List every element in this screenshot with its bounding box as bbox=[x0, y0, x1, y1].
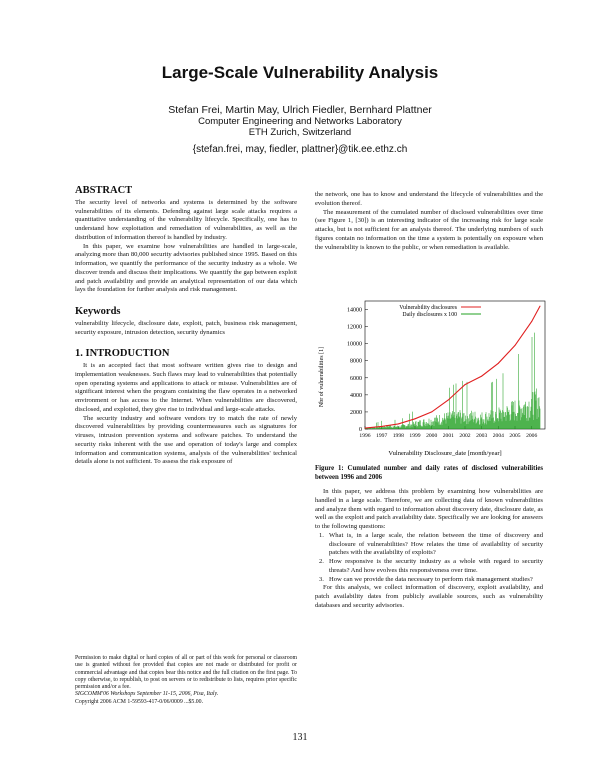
x-tick-label: 1997 bbox=[376, 433, 388, 439]
question-item bbox=[315, 558, 543, 576]
left-column bbox=[75, 187, 297, 467]
legend-label: Daily disclosures x 100 bbox=[402, 312, 457, 318]
abstract-paragraph-1: The security level of networks and systems is determined by the software vulnerabilities of its elements. Defending against large scale attacks requires a quantitative understanding of the vulnerability lifecycle. Specifically, one has to understand how exploitation and remediation of vulnerabilities, as well as the distribution of information thereof is handled by industry. bbox=[75, 198, 297, 241]
keywords-heading: Keywords bbox=[75, 306, 121, 317]
chart-y-axis-label: Nbr of vulnerabilities [1] bbox=[319, 346, 325, 408]
y-tick-label: 4000 bbox=[350, 392, 362, 399]
right-paragraph-1: the network, one has to know and understand the lifecycle of vulnerabilities and the evolution thereof. bbox=[315, 191, 543, 207]
plot-frame bbox=[365, 301, 545, 429]
question-number: 2. bbox=[319, 558, 324, 565]
y-tick-label: 2000 bbox=[350, 409, 362, 416]
abstract-paragraph-2: In this paper, we examine how vulnerabilities are handled in large-scale, analyzing more than 80,000 security advisories published since 1995. Based on this information, we quantify the performance of the security industry as a whole. We discover trends and discuss their implications. We quantify the gap between exploit and patch availability and provide an analytical representation of our data which lays the foundation for further analysis and risk management. bbox=[75, 242, 297, 294]
vulnerability-chart bbox=[315, 287, 550, 459]
right-paragraph-3: In this paper, we address this problem by examining how vulnerabilities are handled in a large scale. Therefore, we are collecting data of known vulnerabilities and analyze them with regard to information about discovery date, disclosure date, as well as the exploit and patch availability date. Specifically we are looking for answers to the following questions: bbox=[315, 488, 543, 530]
introduction-paragraph-2: The security industry and software vendors try to match the rate of newly discovered vulnerabilities by providing countermeasures such as signatures for viruses, intrusion prevention systems and software patches. To understand the security risks inherent with the use and operation of today's large and complex information and communication systems, analysis of the vulnerabilities' technical details alone is not sufficient. To assess the risk exposure of bbox=[75, 414, 297, 466]
introduction-heading: 1. INTRODUCTION bbox=[75, 348, 170, 360]
conference-notice: SIGCOMM'06 Workshops September 11-15, 2006, Pisa, Italy. bbox=[75, 691, 219, 698]
page-number: 131 bbox=[292, 732, 308, 743]
x-tick-label: 1996 bbox=[359, 433, 371, 439]
y-tick-label: 6000 bbox=[350, 375, 362, 382]
affiliation-lab: Computer Engineering and Networks Laboratory bbox=[198, 116, 402, 127]
permission-notice: Permission to make digital or hard copies of all or part of this work for personal or classroom use is granted without fee provided that copies are not made or distributed for profit or commercial advantage and that copies bear this notice and the full citation on the first page. To copy otherwise, to republish, to post on servers or to redistribute to lists, requires prior specific permission and/or a fee. bbox=[75, 655, 297, 691]
x-tick-label: 2001 bbox=[442, 433, 454, 439]
right-column-bottom bbox=[315, 488, 543, 611]
x-tick-label: 2005 bbox=[509, 433, 521, 439]
x-tick-label: 2004 bbox=[492, 433, 504, 439]
research-questions bbox=[315, 532, 543, 585]
chart-x-axis-label: Vulnerability Disclosure_date [month/year] bbox=[388, 450, 502, 457]
author-block bbox=[0, 104, 600, 156]
copyright-footnote bbox=[75, 655, 297, 706]
figure-caption: Figure 1: Cumulated number and daily rates of disclosed vulnerabilities between 1996 and 2006 bbox=[315, 465, 543, 481]
legend-label: Vulnerability disclosures bbox=[399, 305, 457, 311]
y-tick-label: 14000 bbox=[347, 307, 362, 314]
paper-title: Large-Scale Vulnerability Analysis bbox=[161, 63, 439, 82]
question-number: 1. bbox=[319, 531, 324, 539]
x-tick-label: 2003 bbox=[476, 433, 488, 439]
question-text: How can we provide the data necessary to perform risk management studies? bbox=[329, 575, 533, 583]
daily-disclosure-series bbox=[365, 306, 541, 429]
keywords-text: vulnerability lifecycle, disclosure date, exploit, patch, business risk management, security exposure, intrusion detection, security dynamics bbox=[75, 319, 297, 336]
right-column-top bbox=[315, 191, 543, 252]
right-paragraph-4: For this analysis, we collect information of discovery, exploit availability, and patch availability dates from publicly available sources, such as vulnerability databases and security advisories. bbox=[315, 584, 543, 609]
y-tick-label: 8000 bbox=[350, 358, 362, 365]
chart-axes bbox=[365, 301, 545, 429]
x-tick-label: 1999 bbox=[409, 433, 421, 439]
copyright-notice: Copyright 2006 ACM 1-59593-417-0/06/0009 ...$5.00. bbox=[75, 698, 204, 705]
x-tick-label: 1998 bbox=[392, 433, 404, 439]
y-tick-label: 0 bbox=[359, 427, 362, 433]
y-tick-label: 12000 bbox=[347, 324, 362, 331]
author-emails: {stefan.frei, may, fiedler, plattner}@tik.ee.ethz.ch bbox=[192, 144, 408, 155]
affiliation-university: ETH Zurich, Switzerland bbox=[248, 126, 352, 138]
x-tick-label: 2000 bbox=[426, 433, 438, 439]
question-item bbox=[315, 576, 543, 585]
chart-legend bbox=[399, 305, 481, 318]
question-number: 3. bbox=[319, 575, 324, 583]
introduction-paragraph-1: It is an accepted fact that most software written gives rise to design and implementation weaknesses. Such flaws may lead to vulnerabilities that potentially open operating systems and applications to attack or misuse. Vulnerabilities are of significant interest when the program containing the flaw operates in a networked environment or has access to the Internet. When vulnerabilities are discovered, disclosed, and exploited, they give rise to individual and large-scale attacks. bbox=[75, 362, 297, 413]
x-tick-label: 2006 bbox=[526, 433, 538, 439]
question-item bbox=[315, 532, 543, 558]
abstract-heading: ABSTRACT bbox=[75, 185, 133, 196]
question-text: What is, in a large scale, the relation between the time of discovery and disclosure of vulnerabilities? How relates the time of availability of security patches with the availability of exploits? bbox=[329, 531, 543, 557]
y-tick-label: 10000 bbox=[347, 341, 362, 348]
author-names: Stefan Frei, Martin May, Ulrich Fiedler, Bernhard Plattner bbox=[168, 104, 432, 116]
question-text: How responsive is the security industry as a whole with regard to security threats? And how evolves this responsiveness over time. bbox=[329, 558, 543, 574]
x-tick-label: 2002 bbox=[459, 433, 471, 439]
right-paragraph-2: The measurement of the cumulated number of disclosed vulnerabilities over time (see Figure 1, [30]) is an interesting indicator of the increasing risk for large scale attacks, but is not sufficient for an analysis thereof. The underlying numbers of such figures contain no information on the time a system is potentially on exposure when the vulnerability is known to the public, or when remediation is available. bbox=[315, 208, 543, 251]
